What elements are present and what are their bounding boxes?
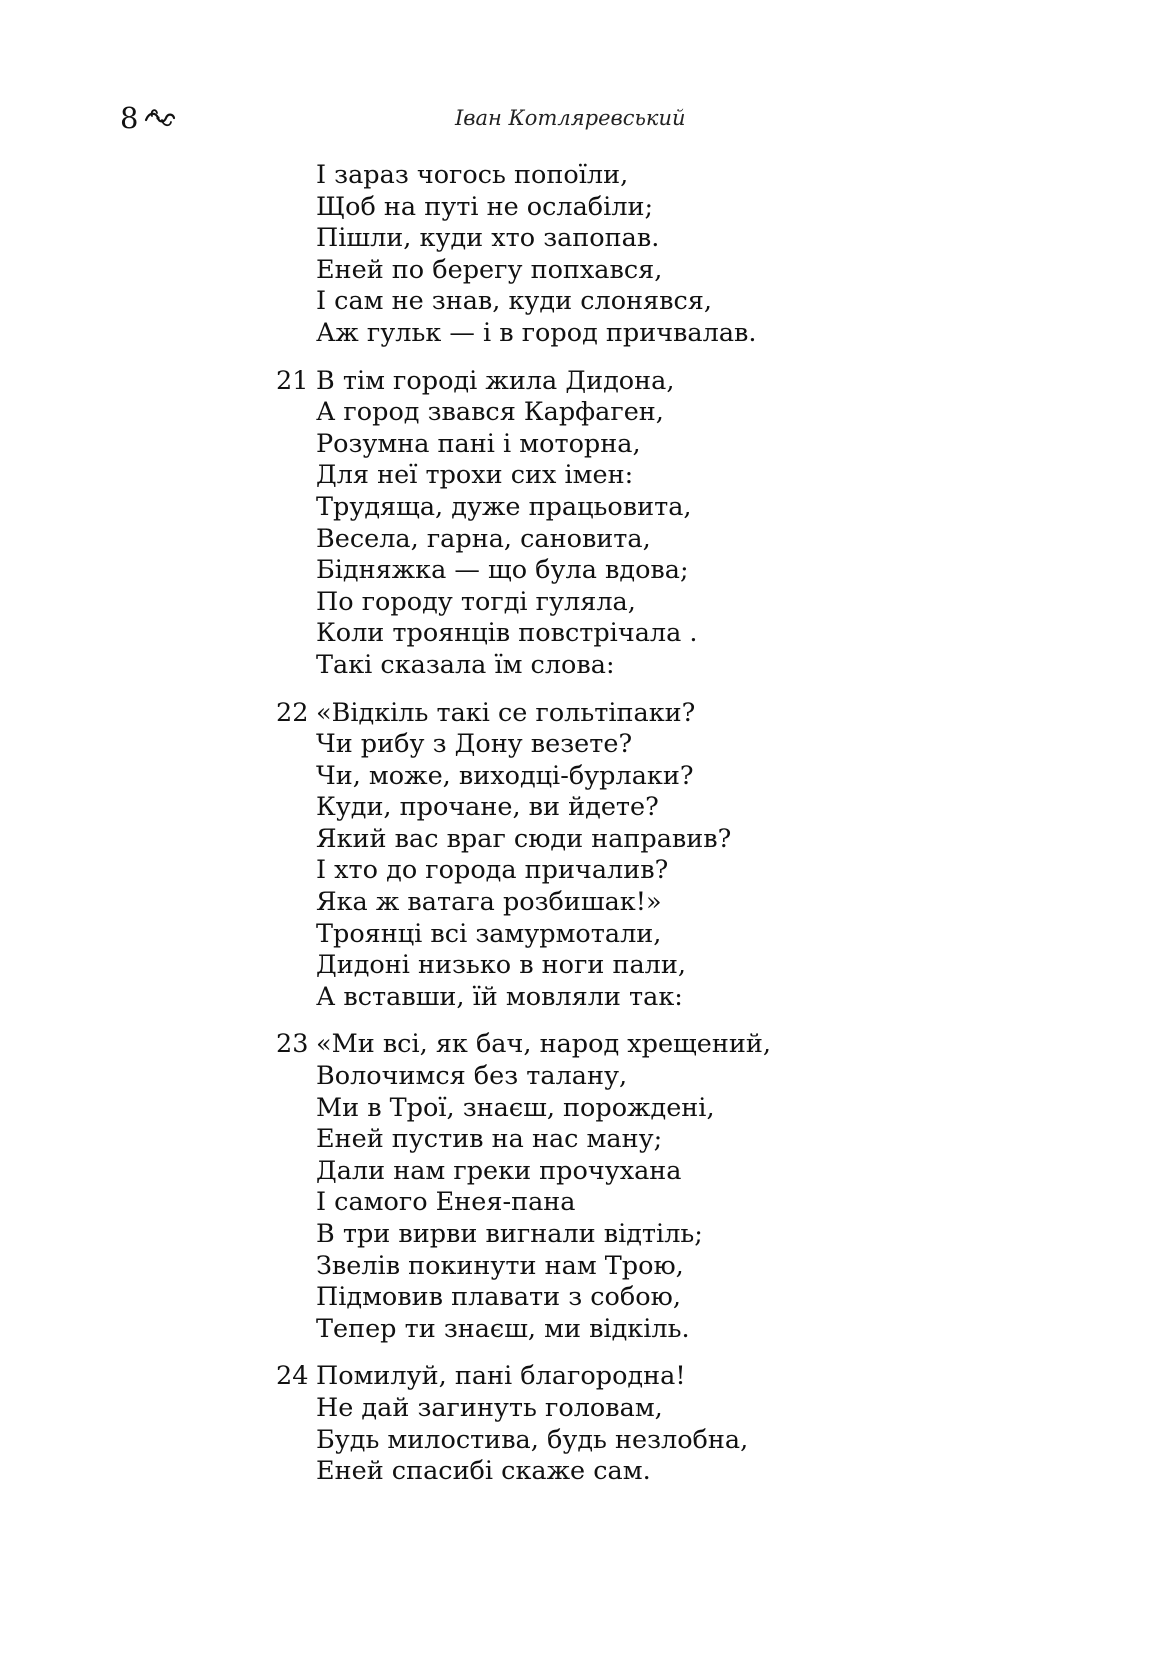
page-header bbox=[120, 98, 1040, 138]
verse-line: Куди, прочане, ви йдете? bbox=[316, 792, 659, 823]
verse-line: Будь милостива, будь незлобна, bbox=[316, 1424, 749, 1455]
verse-line: Дали нам греки прочухана bbox=[316, 1155, 682, 1186]
verse-line: Який вас враг сюди направив? bbox=[316, 823, 732, 854]
verse-line: Бідняжка — що була вдова; bbox=[316, 555, 689, 586]
verse-line: Чи рибу з Дону везете? bbox=[316, 729, 633, 760]
verse-line: Помилуй, пані благородна! bbox=[316, 1361, 686, 1392]
verse-line: Такі сказала їм слова: bbox=[316, 649, 615, 680]
floral-ornament-icon bbox=[144, 106, 176, 130]
verse-line: Волочимся без талану, bbox=[316, 1061, 628, 1092]
verse-line: Еней пустив на нас ману; bbox=[316, 1124, 663, 1155]
verse-line: Еней по берегу попхався, bbox=[316, 254, 663, 285]
verse-line: І хто до города причалив? bbox=[316, 855, 669, 886]
verse-line: Коли троянців повстрічала . bbox=[316, 618, 698, 649]
verse-line: В три вирви вигнали відтіль; bbox=[316, 1219, 703, 1249]
running-title: Іван Котляревський bbox=[455, 106, 686, 130]
stanza-gap bbox=[276, 1013, 1056, 1029]
stanza bbox=[276, 1029, 1056, 1345]
stanza-number: 21 bbox=[276, 365, 309, 396]
verse-line: І самого Енея-пана bbox=[316, 1187, 576, 1218]
verse-line: Троянці всі замурмотали, bbox=[316, 918, 662, 949]
verse-line: По городу тогді гуляла, bbox=[316, 586, 636, 617]
verse-line: Еней спасибі скаже сам. bbox=[316, 1456, 651, 1487]
stanza bbox=[276, 1361, 1056, 1487]
verse-line: Дидоні низько в ноги пали, bbox=[316, 950, 686, 981]
verse-line: Підмовив плавати з собою, bbox=[316, 1282, 681, 1313]
stanza bbox=[276, 698, 1056, 1014]
page-number: 8 bbox=[120, 101, 139, 135]
stanza bbox=[276, 160, 1056, 350]
verse-line: Щоб на путі не ослабіли; bbox=[316, 191, 654, 222]
verse-line: Пішли, куди хто запопав. bbox=[316, 223, 660, 254]
stanza-gap bbox=[276, 350, 1056, 366]
stanza-number: 24 bbox=[276, 1361, 309, 1392]
verse-line: Ми в Трої, знаєш, порождені, bbox=[316, 1092, 715, 1123]
stanza-gap bbox=[276, 682, 1056, 698]
verse-line: І сам не знав, куди слонявся, bbox=[316, 286, 712, 317]
verse-line: Звелів покинути нам Трою, bbox=[316, 1250, 684, 1281]
verse-line: Не дай загинуть головам, bbox=[316, 1392, 663, 1423]
verse-line: Чи, може, виходці-бурлаки? bbox=[316, 760, 694, 791]
poem-body bbox=[276, 160, 1056, 1488]
verse-line: Весела, гарна, сановита, bbox=[316, 523, 651, 554]
stanza bbox=[276, 366, 1056, 682]
verse-line: Трудяща, дуже працьовита, bbox=[316, 491, 692, 522]
verse-line: Тепер ти знаєш, ми відкіль. bbox=[316, 1313, 690, 1344]
stanza-number: 23 bbox=[276, 1029, 309, 1060]
verse-line: Розумна пані і моторна, bbox=[316, 428, 641, 459]
stanza-gap bbox=[276, 1345, 1056, 1361]
verse-line: Аж гульк — і в город причвалав. bbox=[316, 317, 757, 348]
verse-line: Яка ж ватага розбишак!» bbox=[316, 887, 662, 918]
verse-line: «Ми всі, як бач, народ хрещений, bbox=[316, 1029, 771, 1060]
verse-line: Для неї трохи сих імен: bbox=[316, 460, 634, 491]
verse-line: В тім городі жила Дидона, bbox=[316, 365, 675, 396]
verse-line: А вставши, їй мовляли так: bbox=[316, 981, 683, 1012]
stanza-number: 22 bbox=[276, 697, 309, 728]
verse-line: «Відкіль такі се гольтіпаки? bbox=[316, 697, 696, 728]
verse-line: А город звався Карфаген, bbox=[316, 397, 664, 428]
verse-line: І зараз чогось попоїли, bbox=[316, 160, 629, 190]
